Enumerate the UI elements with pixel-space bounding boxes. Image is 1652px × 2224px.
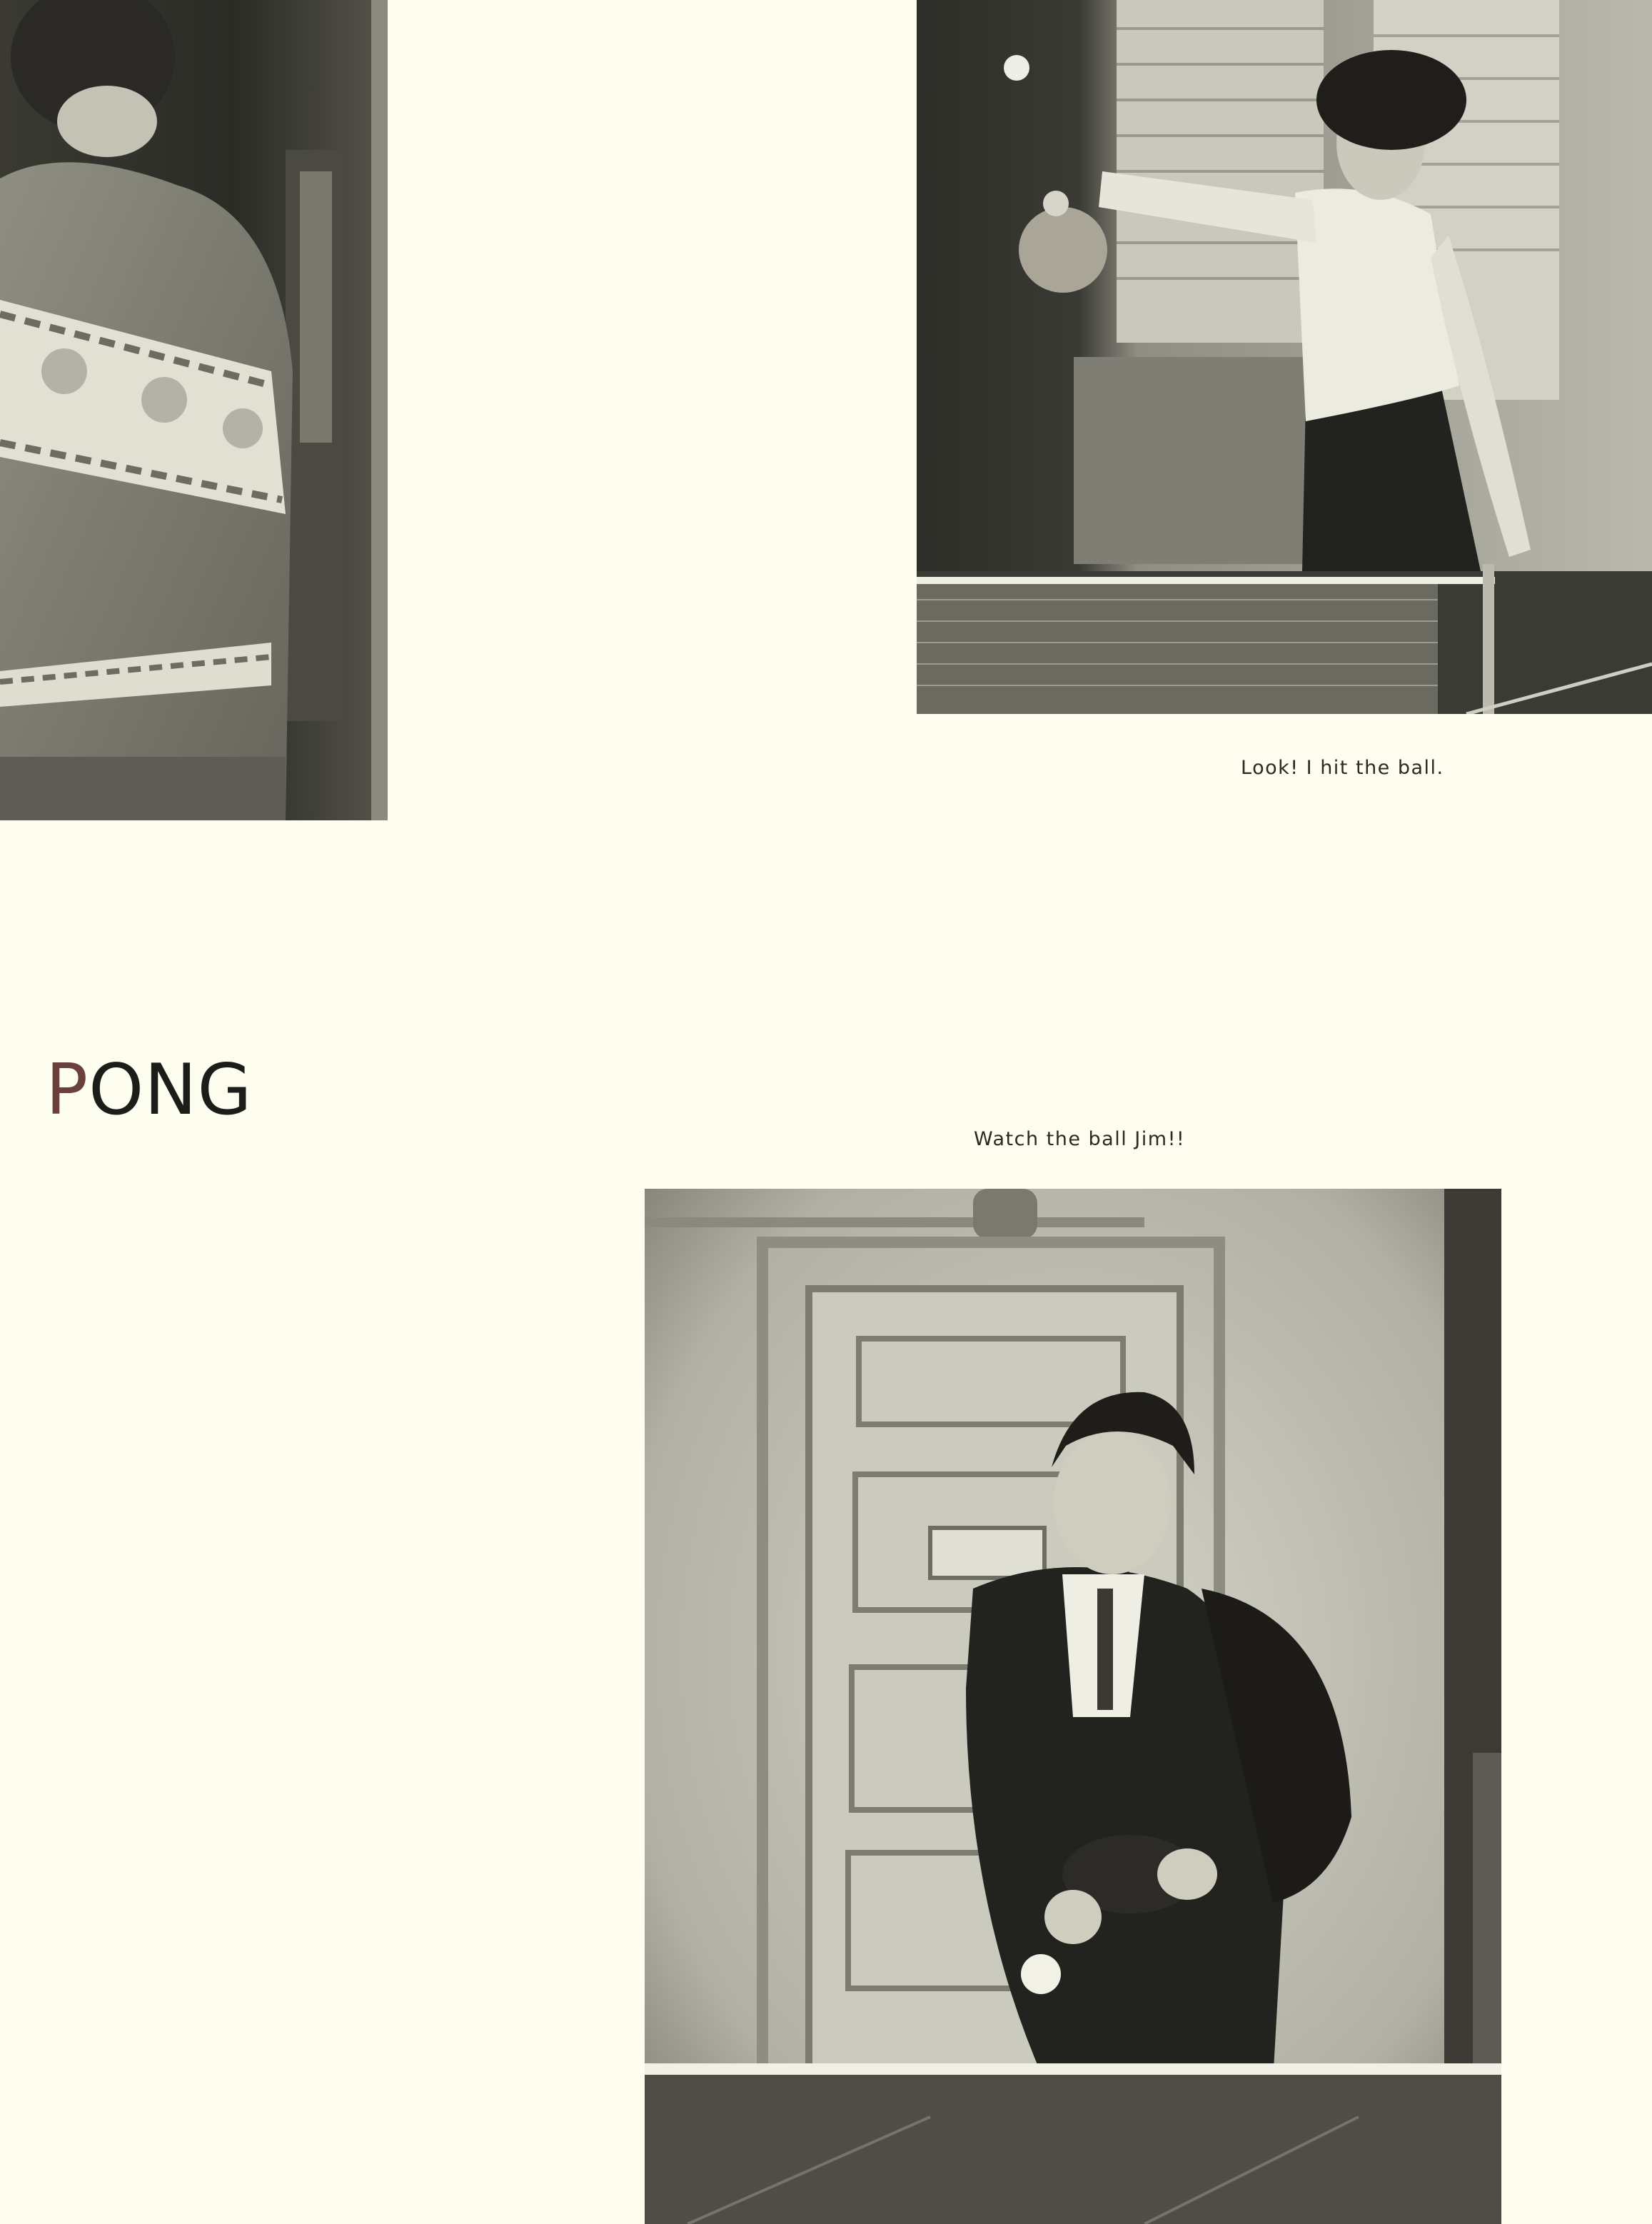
photo-sweater-player	[0, 0, 388, 820]
photo-woman-serving	[917, 0, 1652, 714]
caption-jim-photo: Watch the ball Jim!!	[974, 1128, 1186, 1150]
headline-first-letter: P	[46, 1050, 89, 1131]
page-headline	[46, 1050, 253, 1131]
photo-jim-holding-paddle	[645, 1189, 1501, 2224]
headline-rest: ONG	[89, 1050, 253, 1131]
caption-woman-photo: Look! I hit the ball.	[1241, 757, 1444, 779]
